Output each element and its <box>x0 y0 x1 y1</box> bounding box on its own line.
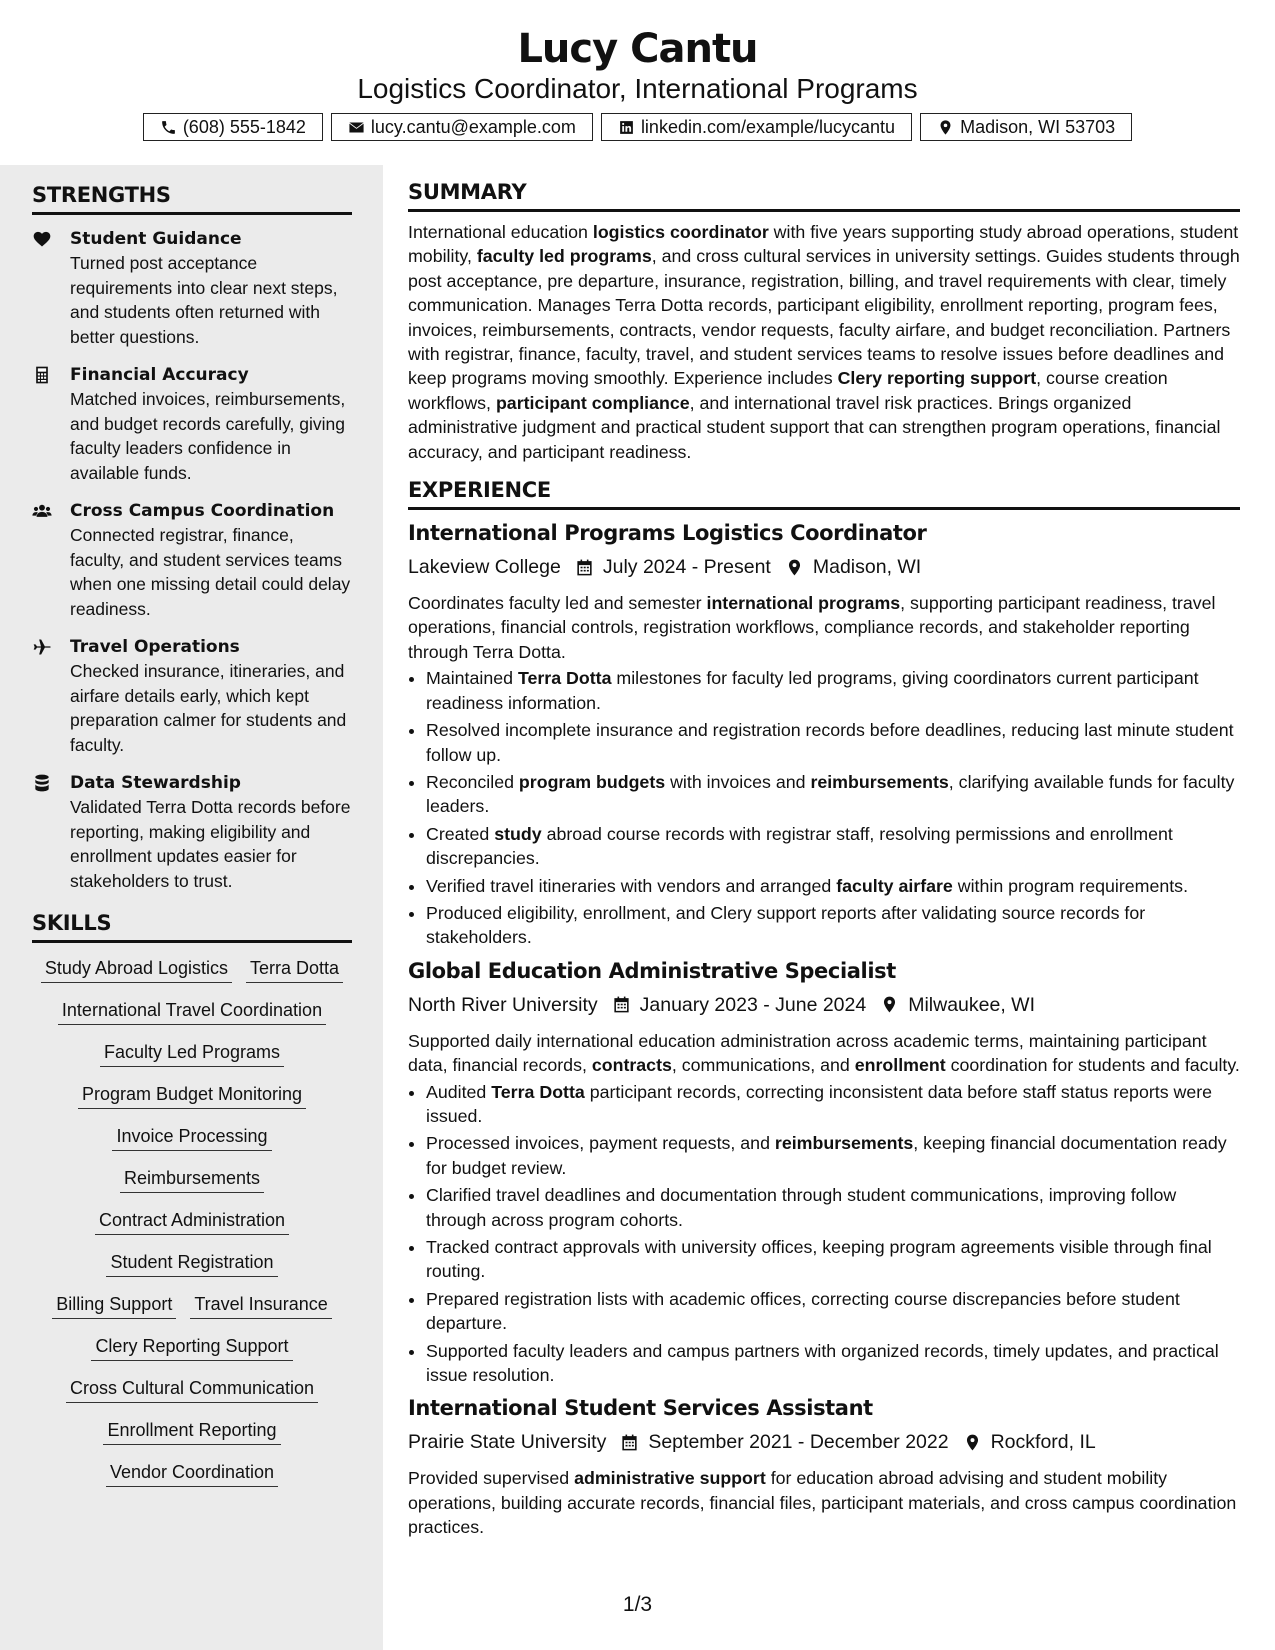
skill-row <box>32 997 352 1025</box>
job-organization: Lakeview College <box>408 556 561 579</box>
skill-tag: Vendor Coordination <box>106 1459 278 1487</box>
job-entry <box>408 1393 1240 1539</box>
skill-row <box>32 1039 352 1067</box>
job-location: Madison, WI <box>812 556 922 579</box>
skill-row <box>32 1207 352 1235</box>
job-title: Global Education Administrative Specialist <box>408 958 896 983</box>
skill-row <box>32 1375 352 1403</box>
job-meta <box>408 990 1240 1020</box>
calculator-icon <box>32 365 52 385</box>
candidate-title: Logistics Coordinator, International Programs <box>357 73 918 104</box>
location-text: Madison, WI 53703 <box>960 116 1116 137</box>
page-number: 1/3 <box>622 1593 653 1616</box>
job-title: International Programs Logistics Coordinator <box>408 521 927 546</box>
skills-heading: SKILLS <box>32 911 352 943</box>
job-description: Provided supervised administrative support for education abroad advising and student mobility operations, building accurate records, financial files, participant materials, and cross campus coordination practices. <box>408 1468 1237 1538</box>
strength-description: Matched invoices, reimbursements, and budget records carefully, giving faculty leaders confidence in available funds. <box>70 389 346 483</box>
skill-row <box>32 1249 352 1277</box>
map-pin-icon <box>963 1433 982 1452</box>
skill-tag: Study Abroad Logistics <box>41 955 232 983</box>
phone-text: (608) 555-1842 <box>182 116 306 137</box>
strength-item <box>32 635 352 757</box>
job-bullet: • Supported faculty leaders and campus partners with organized records, timely updates, and practical issue resolution. <box>426 1339 1240 1388</box>
job-bullet: • Created study abroad course records with registrar staff, resolving permissions and enrollment discrepancies. <box>426 822 1240 871</box>
strengths-heading: STRENGTHS <box>32 183 352 215</box>
strength-item <box>32 771 352 893</box>
plane-icon <box>32 637 52 657</box>
skill-row <box>32 955 352 983</box>
email-chip[interactable] <box>331 113 593 141</box>
sidebar <box>0 165 383 1650</box>
strength-title: Financial Accuracy <box>70 365 249 385</box>
phone-icon <box>160 119 177 136</box>
job-dates: September 2021 - December 2022 <box>648 1431 949 1454</box>
heart-icon <box>32 229 52 249</box>
linkedin-chip[interactable] <box>601 113 912 141</box>
strength-item <box>32 363 352 485</box>
skill-tag: Terra Dotta <box>246 955 343 983</box>
envelope-icon <box>348 119 365 136</box>
job-title: International Student Services Assistant <box>408 1396 873 1421</box>
skill-tag: Cross Cultural Communication <box>66 1375 318 1403</box>
strength-title: Student Guidance <box>70 229 242 249</box>
contact-bar <box>0 113 1275 141</box>
skill-tag: Clery Reporting Support <box>91 1333 292 1361</box>
job-bullet: • Audited Terra Dotta participant records, correcting inconsistent data before staff status reports were issued. <box>426 1080 1240 1129</box>
job-bullet: • Resolved incomplete insurance and registration records before deadlines, reducing last minute student follow up. <box>426 718 1240 767</box>
skill-row <box>32 1417 352 1445</box>
job-bullet: • Maintained Terra Dotta milestones for faculty led programs, giving coordinators current participant readiness information. <box>426 666 1240 715</box>
job-organization: North River University <box>408 993 598 1016</box>
job-dates: July 2024 - Present <box>602 556 771 579</box>
skill-tag: Enrollment Reporting <box>103 1417 280 1445</box>
skill-row <box>32 1165 352 1193</box>
strength-description: Validated Terra Dotta records before reporting, making eligibility and enrollment updates easier for stakeholders to trust. <box>70 797 351 891</box>
strength-title: Travel Operations <box>70 637 240 657</box>
map-pin-icon <box>937 119 954 136</box>
experience-list <box>408 518 1240 1540</box>
skill-row <box>32 1333 352 1361</box>
linkedin-icon <box>618 119 635 136</box>
skill-row <box>32 1081 352 1109</box>
strength-description: Connected registrar, finance, faculty, and student services teams when one missing detail could delay readiness. <box>70 525 351 619</box>
strength-item <box>32 227 352 349</box>
calendar-icon <box>575 558 594 577</box>
job-dates: January 2023 - June 2024 <box>639 993 867 1016</box>
job-bullet: • Tracked contract approvals with university offices, keeping program agreements visible through final routing. <box>426 1235 1240 1284</box>
skill-row <box>32 1459 352 1487</box>
job-bullet: • Clarified travel deadlines and documentation through student communications, improving follow through across program cohorts. <box>426 1183 1240 1232</box>
email-text: lucy.cantu@example.com <box>370 116 576 137</box>
users-icon <box>32 501 52 521</box>
job-organization: Prairie State University <box>408 1431 607 1454</box>
job-bullet: • Reconciled program budgets with invoices and reimbursements, clarifying available funds for faculty leaders. <box>426 770 1240 819</box>
calendar-icon <box>612 995 631 1014</box>
location-chip[interactable] <box>920 113 1132 141</box>
job-location: Milwaukee, WI <box>908 993 1035 1016</box>
strength-title: Data Stewardship <box>70 773 241 793</box>
skill-tag: Invoice Processing <box>112 1123 271 1151</box>
job-meta <box>408 1427 1240 1457</box>
strength-item <box>32 499 352 621</box>
job-bullets <box>408 1080 1240 1388</box>
job-bullet: • Verified travel itineraries with vendors and arranged faculty airfare within program requirements. <box>426 874 1240 898</box>
resume-header <box>0 0 1275 165</box>
job-bullet: • Produced eligibility, enrollment, and Clery support reports after validating source records for stakeholders. <box>426 901 1240 950</box>
job-description: Supported daily international education administration across academic terms, maintaining participant data, financial records, contracts, communications, and enrollment coordination for students and faculty. <box>408 1030 1240 1076</box>
phone-chip[interactable] <box>143 113 323 141</box>
linkedin-text: linkedin.com/example/lucycantu <box>640 116 896 137</box>
map-pin-icon <box>785 558 804 577</box>
job-entry <box>408 956 1240 1388</box>
job-entry <box>408 518 1240 950</box>
skill-tag: Billing Support <box>52 1291 176 1319</box>
skill-tag: Student Registration <box>106 1249 277 1277</box>
job-meta <box>408 552 1240 582</box>
job-bullets <box>408 666 1240 949</box>
strengths-list <box>32 227 352 893</box>
job-bullet: • Processed invoices, payment requests, and reimbursements, keeping financial documentation ready for budget review. <box>426 1131 1240 1180</box>
skill-tag: Program Budget Monitoring <box>78 1081 306 1109</box>
strength-description: Turned post acceptance requirements into clear next steps, and students often returned with better questions. <box>70 253 338 347</box>
summary-text: International education logistics coordinator with five years supporting study abroad operations, student mobility, faculty led programs, and cross cultural services in university settings. Guides students through post acceptance, pre departure, insurance, registration, billing, and travel requirements with clear, timely communication. Manages Terra Dotta records, participant eligibility, enrollment reporting, program fees, invoices, reimbursements, contracts, vendor requests, faculty airfare, and budget reconciliation. Partners with registrar, finance, faculty, travel, and student services teams to resolve issues before deadlines and keep programs moving smoothly. Experience includes Clery reporting support, course creation workflows, participant compliance, and international travel risk practices. Brings organized administrative judgment and practical student support that can strengthen program operations, financial accuracy, and participant readiness. <box>408 222 1240 462</box>
skill-row <box>32 1291 352 1319</box>
job-location: Rockford, IL <box>990 1431 1096 1454</box>
skill-row <box>32 1123 352 1151</box>
experience-heading: EXPERIENCE <box>408 478 1240 510</box>
map-pin-icon <box>880 995 899 1014</box>
skill-tag: Faculty Led Programs <box>100 1039 284 1067</box>
calendar-icon <box>620 1433 639 1452</box>
job-description: Coordinates faculty led and semester international programs, supporting participant readiness, travel operations, financial controls, registration workflows, compliance records, and stakeholder reporting through Terra Dotta. <box>408 593 1216 662</box>
summary-heading: SUMMARY <box>408 180 1240 212</box>
skill-tag: International Travel Coordination <box>58 997 326 1025</box>
main-content <box>408 180 1240 1542</box>
candidate-name: Lucy Cantu <box>517 26 758 72</box>
skill-tag: Travel Insurance <box>190 1291 331 1319</box>
skill-tag: Contract Administration <box>95 1207 289 1235</box>
strength-title: Cross Campus Coordination <box>70 501 335 521</box>
skill-tag: Reimbursements <box>120 1165 264 1193</box>
strength-description: Checked insurance, itineraries, and airfare details early, which kept preparation calmer for students and faculty. <box>70 661 347 755</box>
database-icon <box>32 773 52 793</box>
skills-list <box>32 955 352 1487</box>
job-bullet: • Prepared registration lists with academic offices, correcting course discrepancies before student departure. <box>426 1287 1240 1336</box>
